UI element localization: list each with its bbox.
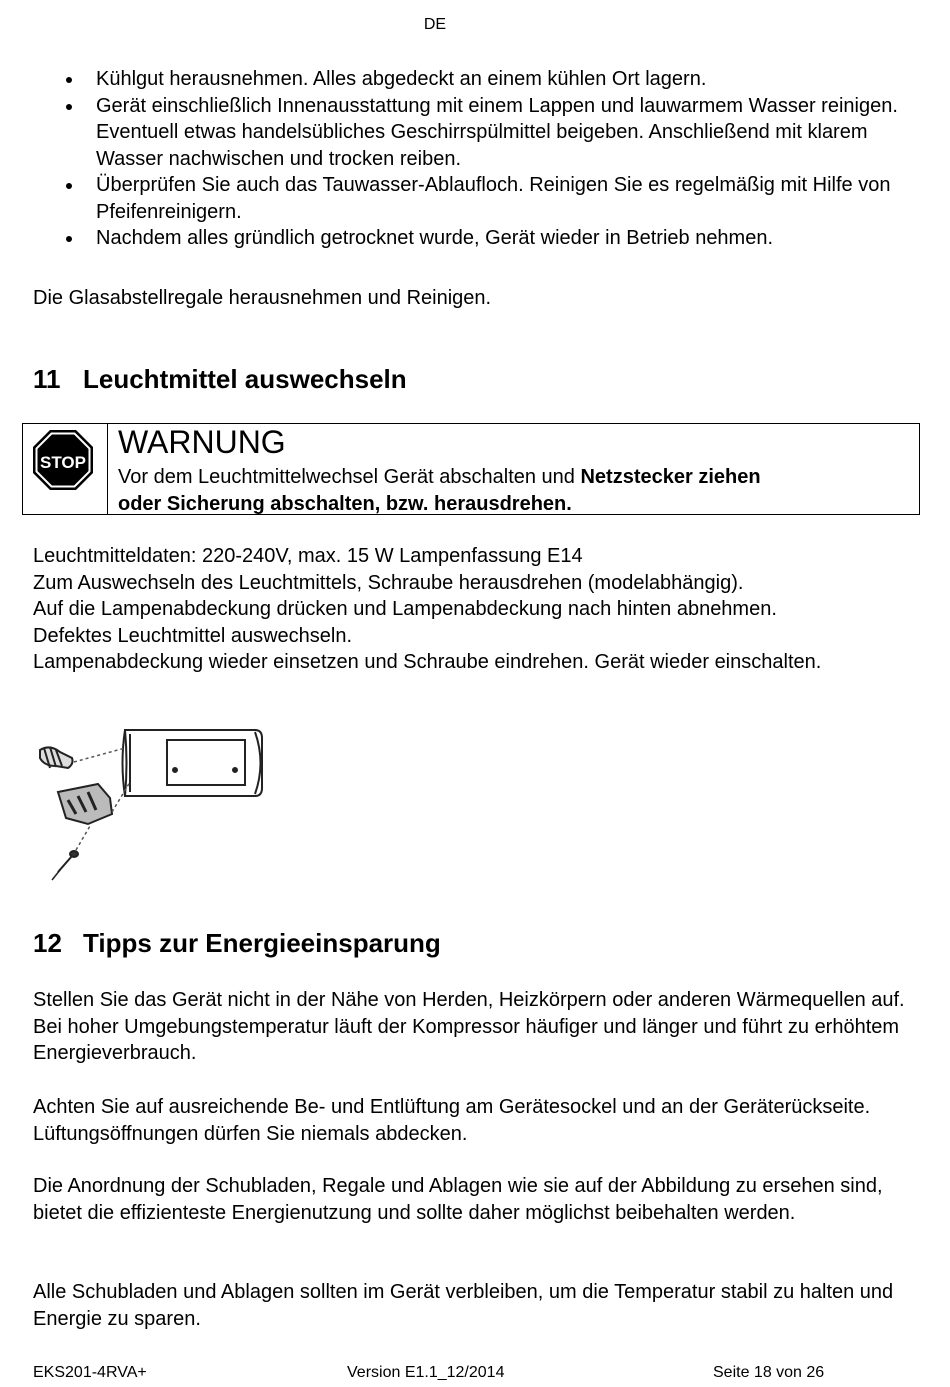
cleaning-bullet-list	[33, 66, 913, 252]
footer-page-number: Seite 18 von 26	[713, 1364, 825, 1381]
bullet-dot-icon	[66, 236, 72, 242]
stop-sign-text: STOP	[40, 453, 86, 472]
section-title: Tipps zur Energieeinsparung	[83, 928, 441, 958]
instruction-line: Leuchtmitteldaten: 220-240V, max. 15 W Lampenfassung E14	[33, 545, 583, 567]
instruction-line: Defektes Leuchtmittel auswechseln.	[33, 624, 353, 647]
section-11-heading	[33, 364, 407, 395]
language-label: DE	[423, 16, 447, 33]
section-title: Leuchtmittel auswechseln	[83, 364, 407, 394]
lamp-cover-drawing	[123, 730, 263, 796]
instruction-line: Lampenabdeckung wieder einsetzen und Schraube eindrehen. Gerät wieder einschalten.	[33, 651, 822, 673]
stop-sign-icon	[31, 428, 95, 492]
energy-paragraph: Stellen Sie das Gerät nicht in der Nähe von Herden, Heizkörpern oder anderen Wärmequellen auf. Bei hoher Umgebungstemperatur läuft der Kompressor häufiger und länger und führt zu erhöhtem Energieverbrauch.	[33, 989, 905, 1064]
list-item	[33, 93, 913, 173]
energy-paragraph: Achten Sie auf ausreichende Be- und Entlüftung am Gerätesockel und an der Geräterückseite. Lüftungsöffnungen dürfen Sie niemals abdecken.	[33, 1096, 871, 1145]
instruction-line: Auf die Lampenabdeckung drücken und Lampenabdeckung nach hinten abnehmen.	[33, 598, 777, 620]
section-12-heading	[33, 928, 441, 959]
bullet-text: Nachdem alles gründlich getrocknet wurde, Gerät wieder in Betrieb nehmen.	[96, 227, 774, 249]
warning-divider	[107, 424, 108, 514]
footer-model: EKS201-4RVA+	[33, 1364, 147, 1381]
list-item	[33, 225, 913, 252]
footer-version: Version E1.1_12/2014	[347, 1364, 505, 1381]
bullet-text: Kühlgut herausnehmen. Alles abgedeckt an einem kühlen Ort lagern.	[96, 68, 707, 90]
warning-title: WARNUNG	[118, 424, 286, 460]
warning-text-bold: Netzstecker ziehen	[580, 466, 761, 488]
instruction-line: Zum Auswechseln des Leuchtmittels, Schraube herausdrehen (modelabhängig).	[33, 571, 744, 594]
light-bulb-drawing	[40, 747, 73, 768]
intro-paragraph: Die Glasabstellregale herausnehmen und Reinigen.	[33, 287, 492, 309]
bullet-dot-icon	[66, 77, 72, 83]
warning-text-bold: oder Sicherung abschalten, bzw. herausdrehen.	[118, 493, 572, 515]
warning-text	[118, 464, 908, 518]
bullet-dot-icon	[66, 104, 72, 110]
bullet-dot-icon	[66, 183, 72, 189]
warning-text-plain: Vor dem Leuchtmittelwechsel Gerät abschalten und	[118, 466, 581, 488]
section-number: 12	[33, 928, 62, 958]
energy-paragraph: Die Anordnung der Schubladen, Regale und Ablagen wie sie auf der Abbildung zu ersehen sind, bietet die effizienteste Energienutzung und sollte daher möglichst beibehalten werden.	[33, 1175, 883, 1224]
bullet-text: Gerät einschließlich Innenausstattung mit einem Lappen und lauwarmem Wasser reinigen. Eventuell etwas handelsübliches Geschirrspülmittel beigeben. Anschließend mit klarem Wasser nachwischen und trocken reiben.	[96, 94, 898, 170]
section-number: 11	[33, 364, 61, 394]
bullet-text: Überprüfen Sie auch das Tauwasser-Ablaufloch. Reinigen Sie es regelmäßig mit Hilfe von Pfeifenreinigern.	[96, 174, 891, 223]
lamp-replacement-illustration	[30, 722, 280, 892]
warning-box	[22, 423, 920, 515]
bulb-instructions	[33, 543, 923, 676]
list-item	[33, 66, 913, 93]
screw-drawing	[52, 851, 78, 880]
bulb-socket-drawing	[58, 784, 112, 824]
energy-paragraph: Alle Schubladen und Ablagen sollten im Gerät verbleiben, um die Temperatur stabil zu halten und Energie zu sparen.	[33, 1281, 894, 1330]
list-item	[33, 172, 913, 225]
